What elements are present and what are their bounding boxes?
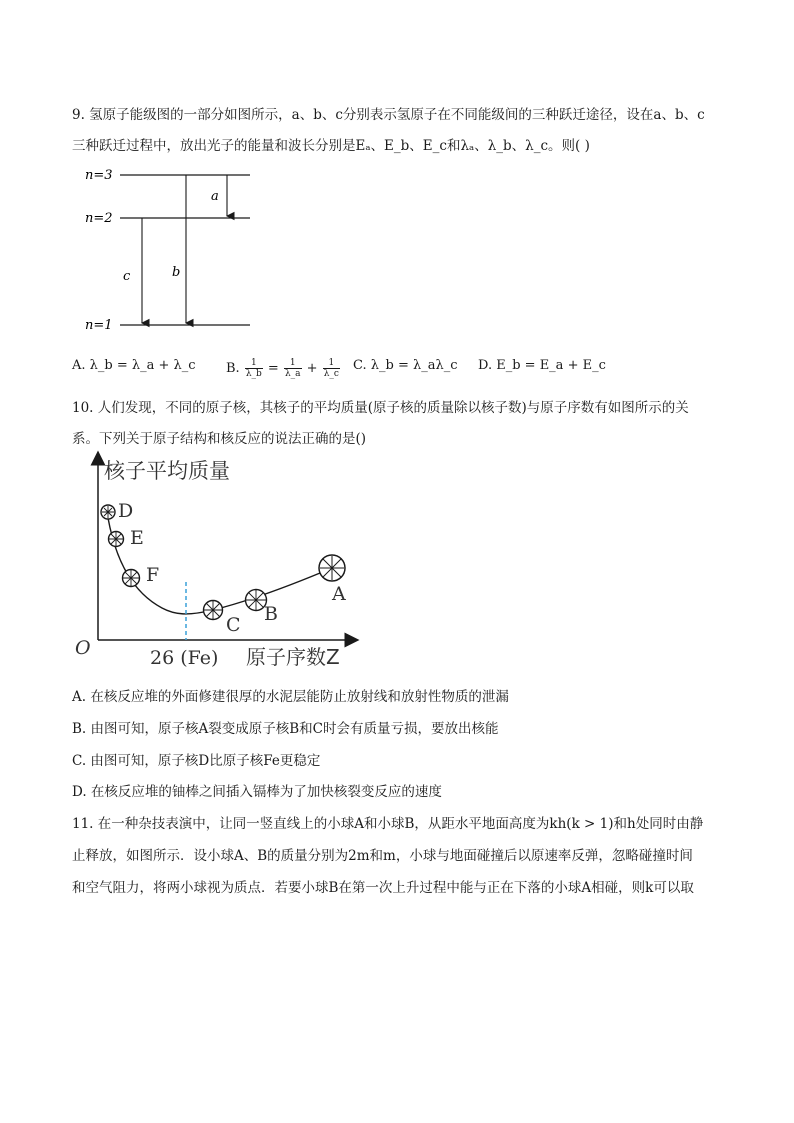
point-label-f: F [146, 564, 160, 586]
nucleus-a [319, 555, 345, 581]
binding-mass-graph [70, 450, 370, 675]
q9-text-line1: 9. 氢原子能级图的一部分如图所示，a、b、c分别表示氢原子在不同能级间的三种跃迁途径，设在a、b、c [72, 107, 705, 123]
arrow-label-b: b [172, 265, 181, 280]
q10-choice-b[interactable]: B. 由图可知，原子核A裂变成原子核B和C时会有质量亏损，要放出核能 [72, 721, 499, 737]
fe-label: 26 (Fe) [150, 647, 219, 669]
nucleus-f [123, 570, 140, 587]
q9-text-line2: 三种跃迁过程中，放出光子的能量和波长分别是Eₐ、E_b、E_c和λₐ、λ_b、λ_c。则( ) [72, 138, 590, 154]
energy-level-diagram [80, 160, 260, 340]
q9-option-a[interactable]: A. λ_b = λ_a + λ_c [72, 358, 196, 373]
level-label-n1: n=1 [85, 318, 113, 333]
point-label-b: B [264, 603, 278, 625]
point-label-e: E [130, 527, 144, 549]
point-label-d: D [118, 500, 134, 522]
q9-option-c[interactable]: C. λ_b = λ_aλ_c [353, 358, 458, 373]
fraction-1-over-lambda-a: $\frac{1}{\lambda\_a}$ [284, 358, 301, 379]
q10-text-line1: 10. 人们发现，不同的原子核，其核子的平均质量(原子核的质量除以核子数)与原子序数有如图所示的关 [72, 400, 689, 416]
x-axis-label: 原子序数Z [246, 645, 340, 669]
arrow-label-c: c [123, 269, 131, 284]
point-label-c: C [226, 614, 241, 636]
y-axis-label: 核子平均质量 [104, 459, 230, 483]
q11-text-line3: 和空气阻力，将两小球视为质点．若要小球B在第一次上升过程中能与正在下落的小球A相碰，则k可以取 [72, 880, 694, 896]
nucleus-d [101, 505, 115, 519]
q9-option-b[interactable]: B. $\frac{1}{\lambda\_b}$ = $\frac{1}{\lambda\_a}$ + $\frac{1}{\lambda\_c}$ [226, 358, 339, 379]
q10-choice-a[interactable]: A. 在核反应堆的外面修建很厚的水泥层能防止放射线和放射性物质的泄漏 [72, 689, 509, 705]
arrow-label-a: a [211, 189, 219, 204]
mass-curve [106, 505, 332, 614]
origin-label: O [75, 637, 91, 659]
point-label-a: A [332, 583, 346, 605]
q10-choice-c[interactable]: C. 由图可知，原子核D比原子核Fe更稳定 [72, 753, 321, 769]
q11-text-line1: 11. 在一种杂技表演中，让同一竖直线上的小球A和小球B，从距水平地面高度为kh(k > 1)和h处同时由静 [72, 816, 704, 832]
q9-option-d[interactable]: D. E_b = E_a + E_c [478, 358, 606, 373]
fraction-1-over-lambda-b: $\frac{1}{\lambda\_b}$ [245, 358, 262, 379]
fraction-1-over-lambda-c: $\frac{1}{\lambda\_c}$ [323, 358, 339, 379]
q10-choice-d[interactable]: D. 在核反应堆的铀棒之间插入镉棒为了加快核裂变反应的速度 [72, 784, 442, 800]
option-b-label: B. [226, 361, 240, 376]
level-label-n2: n=2 [85, 211, 113, 226]
q11-text-line2: 止释放，如图所示．设小球A、B的质量分别为2m和m，小球与地面碰撞后以原速率反弹，忽略碰撞时间 [72, 848, 693, 864]
level-label-n3: n=3 [85, 168, 113, 183]
nucleus-c [204, 601, 223, 620]
q10-text-line2: 系。下列关于原子结构和核反应的说法正确的是() [72, 431, 367, 447]
nucleus-e [109, 532, 124, 547]
